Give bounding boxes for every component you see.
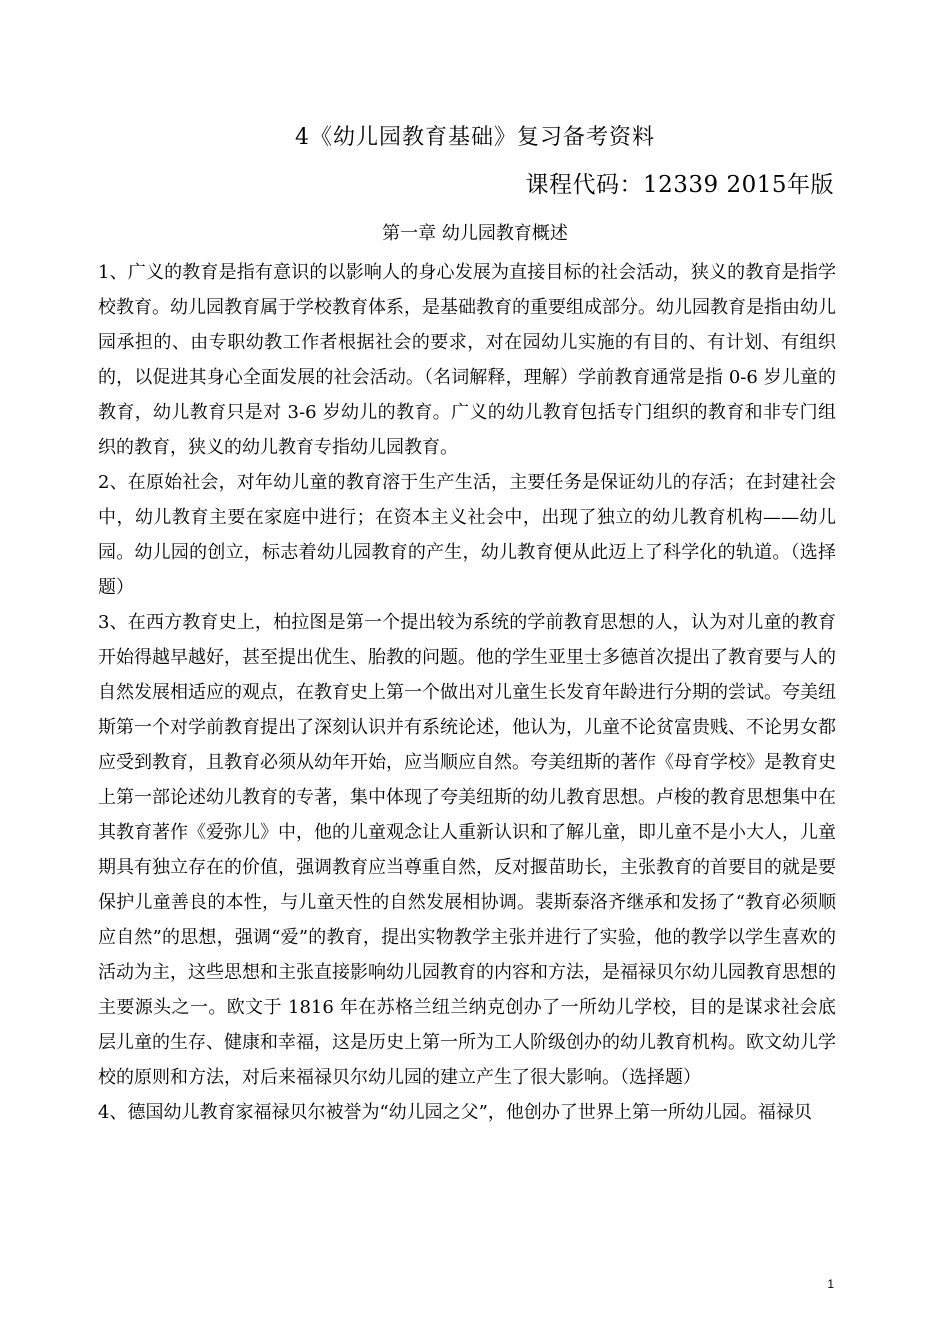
- paragraph-2: 2、在原始社会，对年幼儿童的教育溶于生产生活，主要任务是保证幼儿的存活；在封建社会中，幼儿教育主要在家庭中进行；在资本主义社会中，出现了独立的幼儿教育机构——幼儿园。幼儿园的创立，标志着幼儿园教育的产生，幼儿教育便从此迈上了科学化的轨道。（选择题）: [98, 472, 836, 598]
- paragraph-1: 1、广义的教育是指有意识的以影响人的身心发展为直接目标的社会活动，狭义的教育是指学校教育。幼儿园教育属于学校教育体系，是基础教育的重要组成部分。幼儿园教育是指由幼儿园承担的、由专职幼教工作者根据社会的要求，对在园幼儿实施的有目的、有计划、有组织的，以促进其身心全面发展的社会活动。（名词解释，理解）学前教育通常是指 0-6 岁儿童的教育，幼儿教育只是对 3-6 岁幼儿的教育。广义的幼儿教育包括专门组织的教育和非专门组织的教育，狭义的幼儿教育专指幼儿园教育。: [98, 262, 836, 458]
- page-number: 1: [827, 1277, 834, 1291]
- course-code: 课程代码：12339 2015年版: [525, 172, 834, 198]
- document-title: 4《幼儿园教育基础》复习备考资料: [295, 125, 655, 150]
- paragraph-3: 3、在西方教育史上，柏拉图是第一个提出较为系统的学前教育思想的人，认为对儿童的教育开始得越早越好，甚至提出优生、胎教的问题。他的学生亚里士多德首次提出了教育要与人的自然发展相适应的观点，在教育史上第一个做出对儿童生长发育年龄进行分期的尝试。夸美纽斯第一个对学前教育提出了深刻认识并有系统论述，他认为，儿童不论贫富贵贱、不论男女都应受到教育，且教育必须从幼年开始，应当顺应自然。夸美纽斯的著作《母育学校》是教育史上第一部论述幼儿教育的专著，集中体现了夸美纽斯的幼儿教育思想。卢梭的教育思想集中在其教育著作《爱弥儿》中，他的儿童观念让人重新认识和了解儿童，即儿童不是小大人，儿童期具有独立存在的价值，强调教育应当尊重自然，反对揠苗助长，主张教育的首要目的就是要保护儿童善良的本性，与儿童天性的自然发展相协调。裴斯泰洛齐继承和发扬了“教育必须顺应自然”的思想，强调“爱”的教育，提出实物教学主张并进行了实验，他的教学以学生喜欢的活动为主，这些思想和主张直接影响幼儿园教育的内容和方法，是福禄贝尔幼儿园教育思想的主要源头之一。欧文于 1816 年在苏格兰纽兰纳克创办了一所幼儿学校，目的是谋求社会底层儿童的生存、健康和幸福，这是历史上第一所为工人阶级创办的幼儿教育机构。欧文幼儿学校的原则和方法，对后来福禄贝尔幼儿园的建立产生了很大影响。（选择题）: [98, 612, 836, 1088]
- chapter-heading: 第一章 幼儿园教育概述: [382, 223, 568, 244]
- paragraph-4: 4、德国幼儿教育家福禄贝尔被誉为“幼儿园之父”，他创办了世界上第一所幼儿园。福禄贝: [98, 1102, 812, 1123]
- document-body: [98, 255, 836, 1130]
